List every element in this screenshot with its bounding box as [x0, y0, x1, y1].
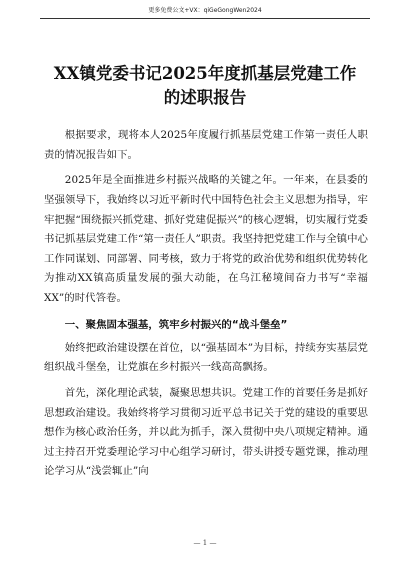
title-line-1: XX镇党委书记2025年度抓基层党建工作 [53, 64, 357, 83]
section-heading-1: 一、聚焦固本强基，筑牢乡村振兴的“战斗堡垒” [64, 318, 288, 331]
page-header: 更多免费公文+VX：qiGeGongWen2024 [148, 7, 262, 14]
document-title [30, 62, 380, 110]
paragraph-intro: 根据要求，现将本人2025年度履行抓基层党建工作第一责任人职责的情况报告如下。 [44, 129, 368, 161]
paragraph-section1-point1: 首先，深化理论武装，凝聚思想共识。党建工作的首要任务是抓好思想政治建设。我始终将学习贯彻习近平总书记关于党的建设的重要思想作为核心政治任务，并以此为抓手，深入贯彻中央八项规定精神。通过主持召开党委理论学习中心组学习研讨，带头讲授专题党课，推动理论学习从“浅尝辄止”向 [44, 387, 368, 478]
paragraph-section1-intro: 始终把政治建设摆在首位，以“强基固本”为目标，持续夯实基层党组织战斗堡垒，让党旗在乡村振兴一线高高飘扬。 [44, 341, 368, 374]
page-number: — 1 — [193, 539, 217, 547]
document-body [44, 126, 368, 488]
header-divider [40, 18, 370, 19]
paragraph-overview: 2025年是全面推进乡村振兴战略的关键之年。一年来，在县委的坚强领导下，我始终以习近平新时代中国特色社会主义思想为指导，牢牢把握“围绕振兴抓党建、抓好党建促振兴”的核心逻辑，切实履行党委书记抓基层党建工作“第一责任人”职责。我坚持把党建工作与全镇中心工作同谋划、同部署、同考核，致力于将党的政治优势和组织优势转化为推动XX镇高质量发展的强大动能，在乌江秘境间奋力书写“幸福XX”的时代答卷。 [44, 174, 368, 304]
title-line-2: 的述职报告 [163, 88, 247, 107]
